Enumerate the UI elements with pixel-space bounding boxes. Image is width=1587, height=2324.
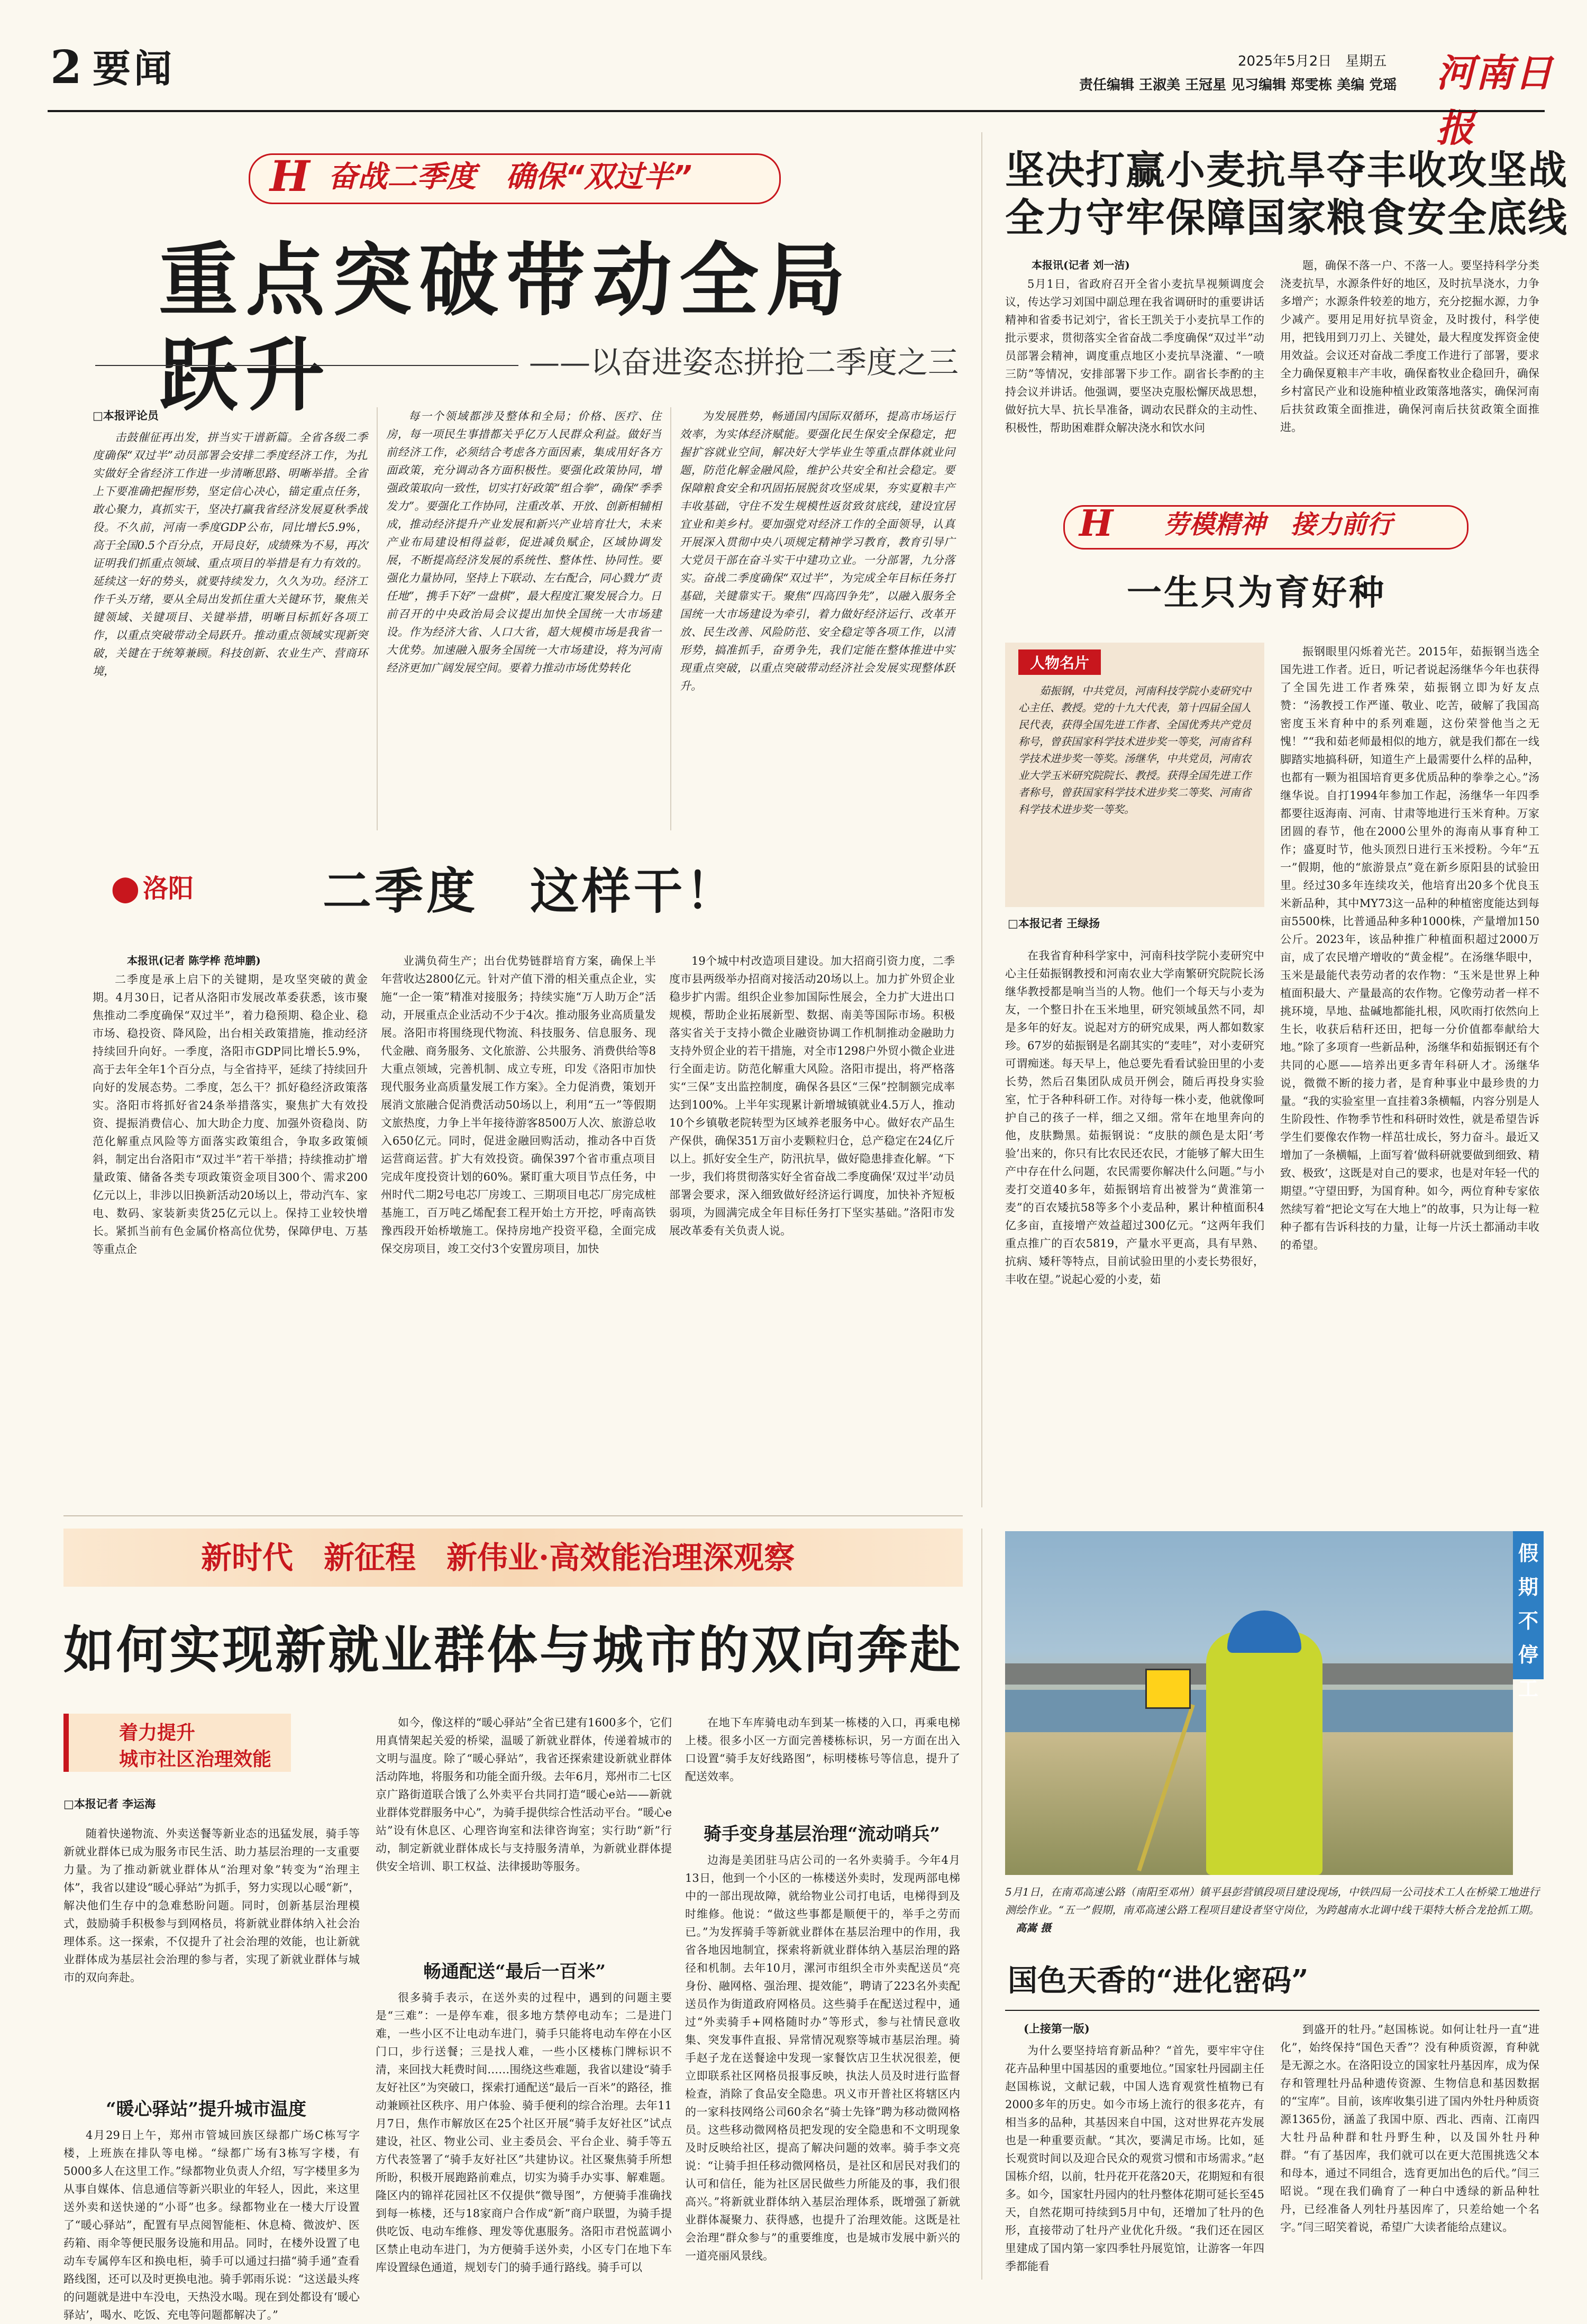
- q2-banner-text: 奋战二季度 确保“双过半”: [328, 160, 692, 194]
- main-article-col3: 为发展胜势，畅通国内国际双循环，提高市场运行效率，为实体经济赋能。要强化民生保安全保稳定，把握扩容就业空间，解决好大学毕业生等重点群体就业问题，防范化解金融风险，维护公共安全和社会稳定。要保障粮食安全和巩固拓展脱贫攻坚成果，夯实夏粮丰产丰收基础，守住不发生规模性返贫致贫底线，建设宜居宜业和美乡村。要加强党对经济工作的全面领导，认真开展深入贯彻中央八项规定精神学习教育，教育引导广大党员干部在奋斗实干中建功立业。一分部署，九分落实。奋战二季度确保“双过半”，为完成全年目标任务打基础，关键靠实干。聚焦“四高四争先”，以融入服务全国统一大市场建设为牵引，着力做好经济运行、改革开放、民生改善、风险防范、安全稳定等各项工作，以清形势，搞准抓手，奋勇争先，我们定能在整体推进中实现重点突破，以重点突破带动经济社会发展实现整体跃升。: [680, 410, 955, 692]
- photo-instrument: [1145, 1669, 1191, 1709]
- breeder-col1: 在我省育种科学家中，河南科技学院小麦研究中心主任茹振钢教授和河南农业大学南繁研究院院长汤继华教授都是响当当的人物。他们一个每天与小麦为友，一个整日扑在玉米地里，研究领域虽然不同，却是多年的好友。说起对方的研究成果，两人都如数家珍。67岁的茹振钢是名副其实的“麦哇”，对小麦研究可谓痴迷。每天早上，他总要先看看试验田里的小麦长势，然后召集团队成员开例会，随后再投身实验室，忙于各种科研工作。对待每一株小麦，他就像呵护自己的孩子一样，细之又细。常年在地里奔向的他，皮肤黝黑。茹振钢说：“皮肤的颜色是太阳‘考验’出来的，你只有比农民还农民，才能够了解大田生产中存在什么问题，农民需要你解决什么问题。”与小麦打交道40多年，茹振钢培育出被誉为“黄淮第一麦”的百农矮抗58等多个小麦品种，累计种植面积4亿多亩，直接增产效益超过300亿元。“这两年我们重点推广的百农5819，产量水平更高，具有早熟、抗病、矮秆等特点，目前试验田里的小麦长势很好，丰收在望。”说起心爱的小麦，茹: [1005, 949, 1264, 1286]
- main-article-subtitle: ——以奋进姿态拼抢二季度之三: [529, 344, 959, 380]
- masthead-logo: 河南日报: [1436, 50, 1554, 150]
- main-article-byline: □本报评论员: [93, 409, 159, 422]
- page-divider-top: [981, 132, 982, 1507]
- labor-banner-text: 劳模精神 接力前行: [1164, 510, 1393, 539]
- employment-col3-head: 骑手变身基层治理“流动哨兵”: [704, 1824, 941, 1845]
- employment-col2-b: 很多骑手表示，在送外卖的过程中，遇到的问题主要是“三难”：一是停车难，很多地方禁停电动车；二是进门难，一些小区不让电动车进门，骑手只能将电动车停在小区门口，步行送餐；三是找人难，一些小区楼栋门牌标识不清，来回找大耗费时间……围绕这些难题，我省以建设“骑手友好社区”为突破口，探索打通配送“最后一百米”的路径，推动兼顾社区秩序、用户体验、骑手便利的综合治理。去年11月7日，焦作市解放区在25个社区开展“骑手友好社区”试点建设，社区、物业公司、业主委员会、平台企业、骑手等五方代表签署了“骑手友好社区”共建协议。社区聚焦骑手所想所盼，积极开展跑路前难点，切实为骑手办实事、解难题。隆区内的锦祥花园社区不仅提供“微导图”，方便骑手准确找到每一栋楼，还与18家商户合作成“新”商户联盟，为骑手提供吃饭、电动车维修、理发等优惠服务。洛阳市君悦蓝调小区禁止电动车进门，为方便骑手送外卖，小区专门在地下车库设置绿色通道，规划专门的骑手通行路线。骑手可以: [376, 1991, 672, 2274]
- employment-byline: □本报记者 李运海: [63, 1797, 156, 1810]
- main-article-col1: 击鼓催征再出发，拼当实干谱新篇。全省各级二季度确保“双过半”动员部署会安排二季度经济工作，为扎实做好全省经济工作进一步清晰思路、明晰举措。全省上下要准确把握形势，坚定信心决心，锚定重点任务，敢心聚力，真抓实干，坚决打赢我省经济发展夏秋季战役。不久前，河南一季度GDP公布，同比增长5.9%，高于全国0.5个百分点，开局良好，成绩殊为不易，再次证明我们抓重点领域、重点项目的举措是有力有效的。延续这一好的势头，就要持续发力，久久为功。经济工作千头万绪，要从全局出发抓住重大关键环节，聚焦关键领域、关键项目、关键举措，明晰目标抓好各项工作，以重点突破带动全局跃升。推动重点领域实现新突破，关键在于统筹兼顾。科技创新、农业生产、营商环境，: [93, 431, 368, 678]
- employment-col2-a: 如今，像这样的“暖心驿站”全省已建有1600多个，它们用真情架起关爱的桥梁，温暖了新就业群体，传递着城市的文明与温度。除了“暖心驿站”，我省还探索建设新就业群体活动阵地，将服务和功能全面升级。去年6月，郑州市二七区京广路街道联合饿了么外卖平台共同打造“暖心e站——新就业群体党群服务中心”，为骑手提供综合性活动平台。“暖心e站”设有休息区、心理咨询室和法律咨询室；实行助“新”行动，制定新就业群体成长与支持服务清单，为新就业群体提供安全培训、职工权益、法律援助等服务。: [376, 1716, 672, 1873]
- page-number: 2: [50, 41, 82, 94]
- peony-title: 国色天香的“进化密码”: [1008, 1963, 1309, 1998]
- labor-banner-logo: H: [1079, 502, 1114, 545]
- header-rule: [48, 110, 1545, 112]
- main-article-subtitle-rule: [95, 365, 518, 366]
- peony-col1: 为什么要坚持培育新品种？“首先，要牢牢守住花卉品种里中国基因的重要地位。”国家牡丹园副主任赵国栋说，文献记载，中国人选育观赏性植物已有2000多年的历史。如今市场上流行的很多花卉，有相当多的品种，其基因来自中国，这对世界花卉发展也是一种重要贡献。“其次，要满足市场。比如，延长观赏时间以及迎合民众的观赏习惯和市场需求。”赵国栋介绍，以前，牡丹花开花落20天，花期短和有很多。如今，国家牡丹园内的牡丹整体花期可延长至45天，自然花期可持续到5月中旬，还增加了牡丹的色形，直接带动了牡丹产业优化升级。“我们还在园区里建成了国内第一家四季牡丹展览馆，让游客一年四季都能看: [1005, 2044, 1264, 2273]
- photo-caption-text: 5月1日，在南邓高速公路（南阳至邓州）镇平县彭营镇段项目建设现场，中铁四局一公司技术工人在桥梁工地进行测绘作业。“五一”假期，南邓高速公路工程项目建设者坚守岗位，为跨越南水北调中线干渠特大桥合龙抢抓工期。: [1005, 1886, 1539, 1916]
- q2-banner-logo: H: [270, 151, 310, 201]
- page-divider-bottom: [981, 1529, 982, 2280]
- governance-banner-text: 新时代 新征程 新伟业·高效能治理深观察: [201, 1540, 795, 1576]
- employment-col1-body: 4月29日上午，郑州市管城回族区绿都广场C栋写字楼，上班族在排队等电梯。“绿都广场有3栋写字楼，有5000多人在这里工作。”绿都物业负责人介绍，写字楼里多为从事自媒体、信息通信等新兴职业的年轻人，因此，来这里送外卖和送快递的“小哥”也多。绿都物业在一楼大厅设置了“暖心驿站”，配置有早点阅智能柜、休息椅、微波炉、医药箱、雨伞等便民服务设施和用品。同时，在楼外设置了电动车专属停车区和换电柜，骑手可以通过扫描“骑手通”查看路线图，还可以及时更换电池。骑手郭雨乐说：“这送最头疼的问题就是进中车没电，天热没水喝。现在到处都设有‘暖心驿站’，喝水、吃饭、充电等问题都解决了。”: [63, 2129, 360, 2321]
- main-col-divider-1: [377, 407, 378, 830]
- luoyang-col2: 业满负荷生产；出台优势链群培育方案，确保上半年营收达2800亿元。针对产值下滑的相关重点企业，实施“一企一策”精准对接服务；持续实施“万人助万企”活动，开展重点企业活动不少于4次。推动服务业高质量发展。洛阳市将围绕现代物流、科技服务、信息服务、现代金融、商务服务、文化旅游、公共服务、消费供给等8大重点领域，完善机制、成立专班，印发《洛阳市加快现代服务业高质量发展工作方案》。全力促消费，策划开展消文旅融合促消费活动50场以上，利用“五一”等假期文旅热度，力争上半年接待游客8500万人次、旅游总收入650亿元。同时，促进金融回购活动，推动各中百货运营商运营。扩大有效投资。确保397个省市重点项目完成年度投资计划的60%。紧盯重大项目节点任务，中州时代二期2号电芯厂房竣工、三期项目电芯厂房完成桩基施工，百万吨乙烯配套工程开始土方开挖，呼南高铁豫西段开始桥墩施工。保持房地产投资平稳，全面完成保交房项目，竣工交付3个安置房项目，加快: [381, 955, 656, 1255]
- profile-text: 茹振钢，中共党员，河南科技学院小麦研究中心主任、教授。党的十九大代表，第十四届全国人民代表，获得全国先进工作者、全国优秀共产党员称号，曾获国家科学技术进步奖一等奖，河南省科学技术进步奖一等奖。汤继华，中共党员，河南农业大学玉米研究院院长、教授。获得全国先进工作者称号，曾获国家科学技术进步奖二等奖、河南省科学技术进步奖一等奖。: [1018, 684, 1251, 816]
- employment-tag-line2: 城市社区治理效能: [119, 1749, 272, 1770]
- peony-col2: 到盛开的牡丹。”赵国栋说。如何让牡丹一直“进化”，始终保持“国色天香”？没有种质资源，育种就是无源之水。在洛阳设立的国家牡丹基因库，成为保存和管理牡丹品种遗传资源、生物信息和基因数据的“宝库”。目前，该库收集引进了国内外牡丹种质资源1365份，涵盖了我国中原、西北、西南、江南四大牡丹品种群和牡丹野生种，以及国外牡丹种群。“有了基因库，我们就可以在更大范围挑选父本和母本，通过不同组合，选育更加出色的后代。”闫三昭说。“现在我们确育了一种白中透绿的新品种牡丹，已经准备人列牡丹基因库了，只差给她一个名字。”闫三昭笑着说，希望广大读者能给点建议。: [1280, 2023, 1539, 2234]
- employment-col3-b: 边海是美团驻马店公司的一名外卖骑手。今年4月13日，他到一个小区的一栋楼送外卖时，发现两部电梯中的一部出现故障，就给物业公司打电话，电梯得到及时维修。他说：“做这些事都是顺便干的，举手之劳而已。”为发挥骑手等新就业群体在基层治理中的作用，我省各地因地制宜，探索将新就业群体纳入基层治理的路径和机制。去年10月，漯河市组织全市外卖配送员“亮身份、融网格、强治理、提效能”，聘请了223名外卖配送员作为街道政府网格员。这些骑手在配送过程中，通过“外卖骑手+网格随时办”等形式，参与社情民意收集、突发事件直报、异常情况观察等城市基层治理。骑手赵子龙在送餐途中发现一家餐饮店卫生状况很差，便立即联系社区网格员报事反映，执法人员及时进行监督检查，消除了食品安全隐患。巩义市开普社区将辖区内的一家科技网络公司60余名“骑士先锋”聘为移动微网格员。这些移动微网格员把发现的安全隐患和不文明现象及时反映给社区，提高了解决问题的效率。骑手李文亮说：“让骑手担任移动微网格员，是社区和居民对我们的认可和信任，能为社区居民做些力所能及的事，我们很高兴。”将新就业群体纳入基层治理体系，既增强了新就业群体凝聚力、获得感，也提升了治理效能。这既是社会治理“群众参与”的重要维度，也是城市发展中新兴的一道亮丽风景线。: [685, 1854, 960, 2262]
- photo-worker: [1206, 1632, 1322, 1875]
- luoyang-place: 洛阳: [143, 874, 194, 903]
- main-col-divider-2: [670, 407, 671, 830]
- employment-col2-head: 畅通配送“最后一百米”: [423, 1961, 606, 1982]
- pin-icon: ⬤: [111, 874, 140, 903]
- photo-credit: 高嵩 摄: [1016, 1922, 1051, 1934]
- employment-col3-a: 在地下车库骑电动车到某一栋楼的入口，再乘电梯上楼。很多小区一方面完善楼栋标识，另一方面在出入口设置“骑手友好线路图”，标明楼栋号等信息，提升了配送效率。: [685, 1716, 960, 1783]
- profile-tag: 人物名片: [1018, 649, 1101, 675]
- wheat-col1: 5月1日，省政府召开全省小麦抗旱视频调度会议，传达学习刘国中副总理在我省调研时的重要讲话精神和省委书记刘宁，省长王凯关于小麦抗旱工作的批示要求，贯彻落实全省奋战二季度确保“双过半”动员部署会精神，调度重点地区小麦抗旱浇灌、“一喷三防”等情况，安排部署下步工作。副省长李酌的主持会议并讲话。他强调，要坚决克服松懈厌战思想，做好抗大旱、抗长旱准备，调动农民群众的主动性、积极性，帮助困难群众解决浇水和饮水问: [1005, 278, 1264, 434]
- section-name: 要闻: [93, 46, 176, 91]
- peony-rule: [1005, 2010, 1539, 2011]
- employment-col1-head: “暖心驿站”提升城市温度: [106, 2099, 307, 2120]
- photo-caption: [1005, 1883, 1539, 1937]
- breeder-title: 一生只为育好种: [1127, 572, 1386, 613]
- employment-title: 如何实现新就业群体与城市的双向奔赴: [63, 1620, 963, 1680]
- wheat-title-line2: 全力守牢保障国家粮食安全底线: [1005, 195, 1568, 241]
- editor-credits: 责任编辑 王淑美 王冠星 见习编辑 郑雯栋 美编 党瑶: [1079, 77, 1397, 93]
- issue-date: 2025年5月2日 星期五: [1238, 53, 1387, 69]
- wheat-byline: 本报讯(记者 刘一洁): [1032, 259, 1130, 271]
- main-article-col2: 每一个领域都涉及整体和全局；价格、医疗、住房，每一项民生事措都关乎亿万人民群众利益。做好当前经济工作，必须结合考虑各方面因素，集成用好各方面政策，充分调动各方面积极性。要强化政策协同，增强政策取向一致性，切实打好政策“组合拳”，确保“季季发力”。要强化工作协同，注重改革、开放、创新相辅相成，推动经济提升产业发展和新兴产业培育壮大，未来产业布局建设相得益彰，促进减负赋企，区域协调发展，不断提高经济发展的系统性、整体性、协同性。要强化力量协同，坚持上下联动、左右配合，同心戮力“责任地”，携手下好“一盘棋”，最大程度汇聚发展合力。日前召开的中央政治局会议提出加快全国统一大市场建设。作为经济大省、人口大省，超大规模市场是我省一大优势。加速融入服务全国统一大市场建设，将为河南经济更加广阔发展空间。要着力推动市场优势转化: [386, 410, 661, 674]
- main-article-title: 重点突破带动全局跃升: [159, 234, 853, 422]
- wheat-title-line1: 坚决打赢小麦抗旱夺丰收攻坚战: [1005, 148, 1568, 193]
- employment-tag-line1: 着力提升: [119, 1722, 196, 1744]
- wheat-col2: 题，确保不落一户、不落一人。要坚持科学分类浇麦抗旱，水源条件好的地区，及时抗旱浇水，力争多增产；水源条件较差的地方，充分挖掘水源，力争少减产。要用足用好抗旱资金，及时拨付，科学使用，把钱用到刀刃上、关键处，最大程度发挥资金使用效益。会议还对奋战二季度工作进行了部署，要求全力确保夏粮丰产丰收，确保畜牧业企稳回升，确保乡村富民产业和设施种植业政策落地落实，确保河南后扶贫政策全面推进，确保河南后扶贫政策全面推进。: [1280, 259, 1539, 434]
- breeder-col2: 振钢眼里闪烁着光芒。2015年，茹振钢当选全国先进工作者。近日，听记者说起汤继华今年也获得了全国先进工作者殊荣，茹振钢立即为好友点赞：“汤教授工作严谨、敬业、吃苦，破解了我国高密度玉米育种中的系列难题，这份荣誉他当之无愧！”“我和茹老师最相似的地方，就是我们都在一线脚踏实地搞科研，知道生产上最需要什么样的品种，也都有一颗为祖国培育更多优质品种的拳拳之心。”汤继华说。自打1994年参加工作起，汤继华一年四季都要往返海南、河南、甘肃等地进行玉米育种。万家团圆的春节，他在2000公里外的海南从事育种工作；盛夏时节，他头顶烈日进行玉米授粉。今年“五一”假期，他的“旅游景点”竟在新乡原阳县的试验田里。经过30多年连续攻关，他培育出20多个优良玉米新品种，其中MY73这一品种的种植密度能达到每亩5500株，比普通品种多种1000株，产量增加150公斤。2023年，该品种推广种植面积超过2000万亩，成了农民增产增收的“黄金棍”。在汤继华眼中，玉米是最能代表劳动者的农作物：“玉米是世界上种植面积最大、产量最高的农作物。它像劳动者一样不挑环境，旱地、盐碱地都能扎根，风吹雨打依然向上生长，收获后秸秆还田，把每一分价值都奉献给大地。”除了多项育一些新品种，汤继华和茹振钢还有个共同的心愿——培养出更多青年科研人才。汤继华说，微微不断的接力者，是育种事业中最珍贵的力量。“我的实验室里一直挂着3条横幅，内容分别是人生阶段性、作物季节性和科研时效性，就是希望告诉学生们要像农作物一样茁壮成长，努力奋斗。最近又增加了一条横幅，上面写着‘做科研就要做到细致、精致、极致’，这既是对自己的要求，也是对年轻一代的期望。”守望田野，为国育种。如今，两位育种专家依然续写着“把论文写在大地上”的故事，只为让每一粒种子都有告诉科技的力量，让每一片沃土都涌动丰收的希望。: [1280, 645, 1539, 1251]
- luoyang-col3: 19个城中村改造项目建设。加大招商引资力度，二季度市县两级举办招商对接活动20场以上。加力扩外贸企业稳步扩内需。组织企业参加国际性展会，全力扩大进出口规模，帮助企业拓展新型、数据、南美等国际市场。积极落实省关于支持小微企业融资协调工作机制推动金融助力支持外贸企业的若干措施，对全市1298户外贸小微企业进行全面走访。防范化解重大风险。洛阳市提出，将严格落实“三保”支出监控制度，确保各县区“三保”控制额完成率达到100%。上半年实现累计新增城镇就业4.5万人，推动10个乡镇敬老院转型为区域养老服务中心。做好农产品生产保供，确保351万亩小麦颗粒归仓，总产稳定在24亿斤以上。抓好安全生产，防汛抗旱，做好隐患排查化解。“下一步，我们将贯彻落实好全省奋战二季度确保‘双过半’动员部署会要求，深入细致做好经济运行调度，加快补齐短板弱项，为圆满完成全年目标任务打下坚实基础。”洛阳市发展改革委有关负责人说。: [669, 955, 955, 1237]
- photo-helmet: [1227, 1611, 1301, 1653]
- peony-continued: (上接第一版): [1024, 2022, 1090, 2035]
- luoyang-title: 二季度 这样干！: [323, 863, 738, 920]
- employment-col1-intro: 随着快递物流、外卖送餐等新业态的迅猛发展，骑手等新就业群体已成为服务市民生活、助力基层治理的一支重要力量。为了推动新就业群体从“治理对象”转变为“治理主体”，我省以建设“暖心驿站”为抓手，努力实现以心暖“新”，解决他们生存中的急难愁盼问题。同时，创新基层治理模式，鼓励骑手积极参与到网格员，将新就业群体纳入社会治理体系。这一探索，不仅提升了社会治理的效能，也让新就业群体成为基层社会治理的参与者，实现了新就业群体与城市的双向奔赴。: [63, 1827, 360, 1984]
- breeder-byline: □本报记者 王绿扬: [1008, 917, 1100, 930]
- holiday-tag: 假期不停工: [1518, 1542, 1538, 1700]
- section-rule-mid: [63, 1515, 963, 1516]
- news-photo: [1005, 1531, 1513, 1875]
- luoyang-byline: 本报讯(记者 陈学桦 范坤鹏): [127, 954, 261, 967]
- luoyang-col1: 二季度是承上启下的关键期，是攻坚突破的黄金期。4月30日，记者从洛阳市发展改革委获悉，该市聚焦推动二季度确保“双过半”，着力稳预期、稳企业、稳市场、稳投资、降风险，出台相关政策措施，推动经济持续回升向好。一季度，洛阳市GDP同比增长5.9%，高于去年全年1个百分点，与全省持平，延续了持续回升向好的发展态势。二季度，怎么干？抓好稳经济政策落实。洛阳市将抓好省24条举措落实，聚焦扩大有效投资、提振消费信心、加大助企力度、加强外资稳岗、防范化解重点风险等方面落实政策组合，争取多政策倾斜，制定出台洛阳市“双过半”若干举措；持续推动扩增量政策、储备各类专项政策资金项目300个、需求200亿元以上，非涉以旧换新活动20场以上，带动汽车、家电、数码、家装新卖货25亿元以上。保持工业较快增长。紧抓当前有色金属价格高位优势，保障伊电、万基等重点企: [93, 973, 368, 1256]
